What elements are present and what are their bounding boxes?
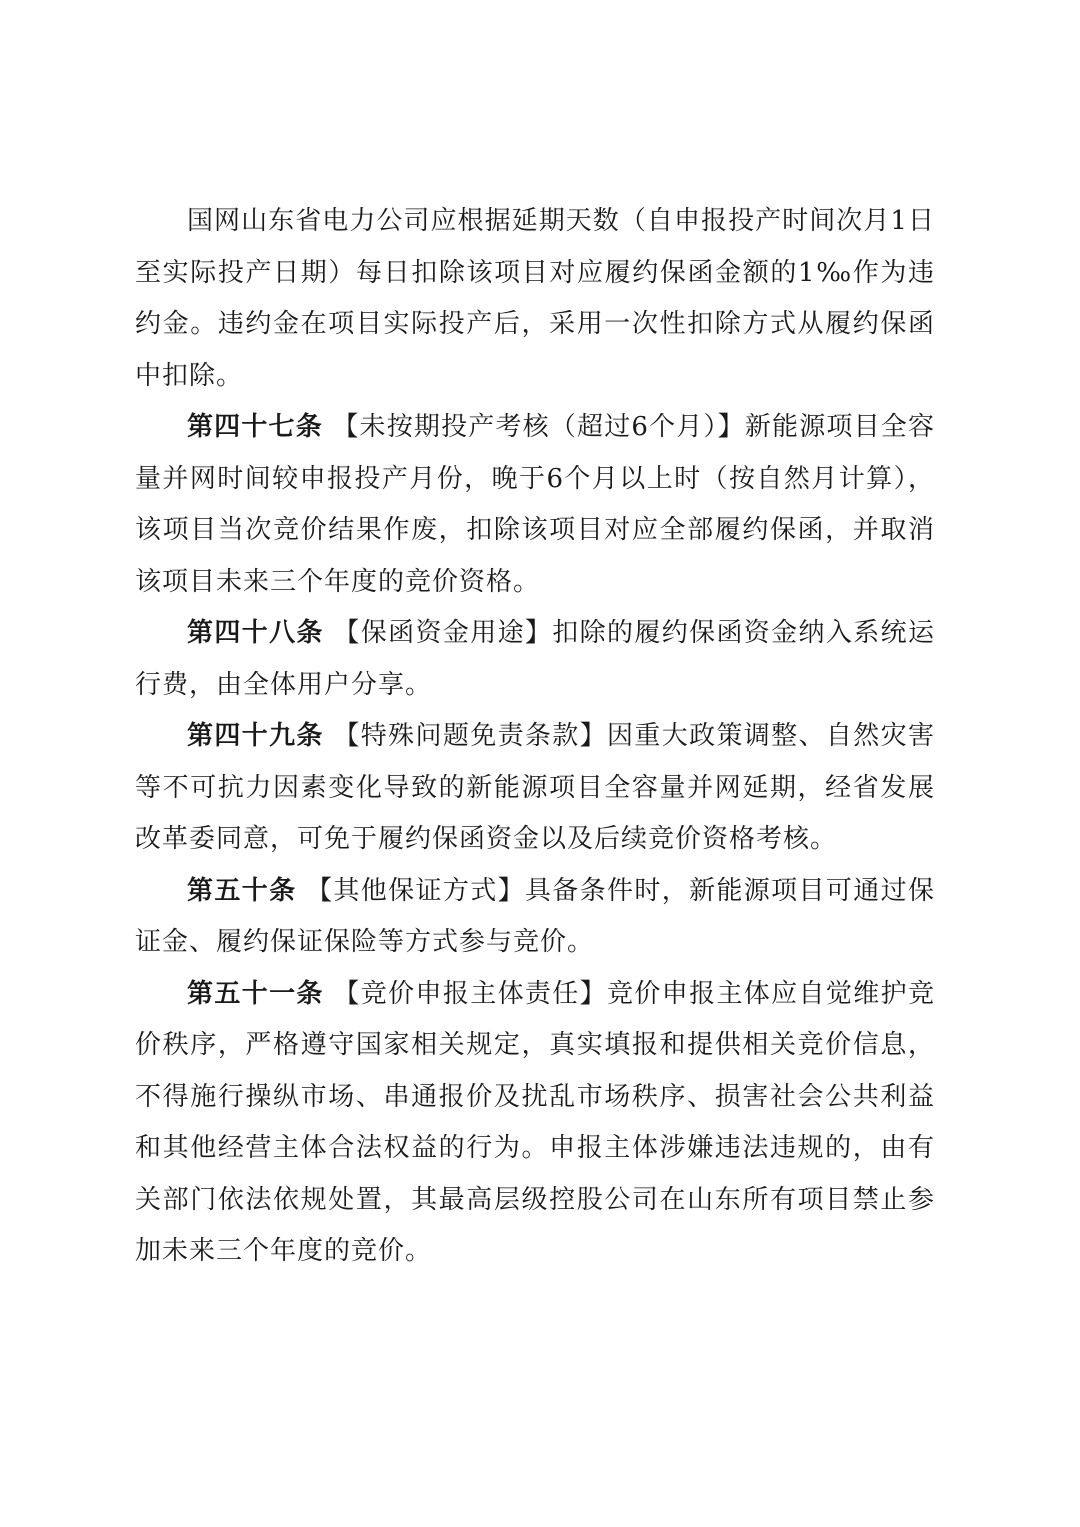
article-text: 因重大政策调整、自然灾害等不可抗力因素变化导致的新能源项目全容量并网延期，经省发展改革委同意，可免于履约保函资金以及后续竞价资格考核。 bbox=[135, 721, 935, 854]
article-48 bbox=[135, 608, 935, 711]
article-number: 第五十条 bbox=[187, 875, 297, 906]
paragraph-penalty-rule bbox=[135, 196, 935, 402]
article-number: 第四十八条 bbox=[187, 618, 324, 648]
article-title: 【未按期投产考核（超过6个月）】 bbox=[332, 412, 745, 442]
article-50 bbox=[135, 866, 935, 969]
document-page bbox=[135, 196, 935, 1278]
article-title: 【特殊问题免责条款】 bbox=[333, 721, 608, 751]
article-title: 【其他保证方式】 bbox=[306, 875, 525, 906]
article-text: 扣除的履约保函资金纳入系统运行费，由全体用户分享。 bbox=[135, 618, 935, 700]
article-text: 竞价申报主体应自觉维护竞价秩序，严格遵守国家相关规定，真实填报和提供相关竞价信息，不得施行操纵市场、串通报价及扰乱市场秩序、损害社会公共利益和其他经营主体合法权益的行为。申报主体涉嫌违法违规的，由有关部门依法依规处置，其最高层级控股公司在山东所有项目禁止参加未来三个年度的竞价。 bbox=[135, 978, 935, 1266]
article-title: 【竞价申报主体责任】 bbox=[333, 978, 608, 1009]
article-51 bbox=[135, 969, 935, 1278]
article-number: 第四十九条 bbox=[187, 721, 324, 751]
article-text: 新能源项目全容量并网时间较申报投产月份，晚于6个月以上时（按自然月计算），该项目当次竞价结果作废，扣除该项目对应全部履约保函，并取消该项目未来三个年度的竞价资格。 bbox=[135, 412, 935, 597]
paragraph-text: 国网山东省电力公司应根据延期天数（自申报投产时间次月1日至实际投产日期）每日扣除该项目对应履约保函金额的1‰作为违约金。违约金在项目实际投产后，采用一次性扣除方式从履约保函中扣除。 bbox=[135, 206, 935, 391]
article-number: 第五十一条 bbox=[187, 978, 324, 1009]
article-49 bbox=[135, 711, 935, 866]
article-47 bbox=[135, 402, 935, 608]
article-text: 具备条件时，新能源项目可通过保证金、履约保证保险等方式参与竞价。 bbox=[135, 875, 935, 957]
article-number: 第四十七条 bbox=[187, 412, 323, 442]
article-title: 【保函资金用途】 bbox=[333, 618, 553, 648]
